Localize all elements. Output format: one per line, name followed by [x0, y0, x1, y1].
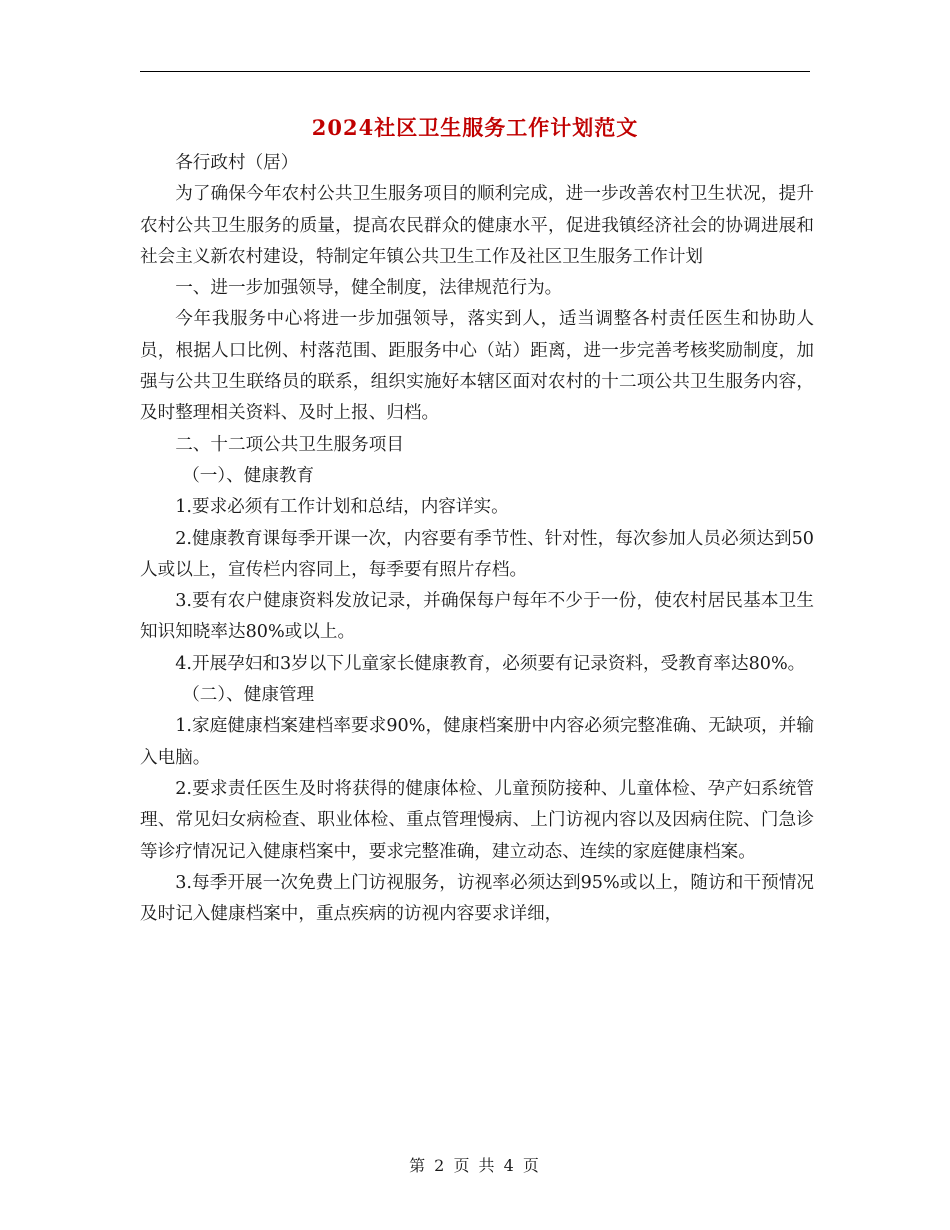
paragraph: 2.健康教育课每季开课一次，内容要有季节性、针对性，每次参加人员必须达到50人或以上，宣传栏内容同上，每季要有照片存档。 [140, 528, 814, 580]
document-body [140, 148, 814, 930]
paragraph: 1.要求必须有工作计划和总结，内容详实。 [175, 497, 509, 518]
paragraph: 一、进一步加强领导，健全制度，法律规范行为。 [175, 278, 563, 299]
paragraph: 2.要求责任医生及时将获得的健康体检、儿童预防接种、儿童体检、孕产妇系统管理、常见妇女病检查、职业体检、重点管理慢病、上门访视内容以及因病住院、门急诊等诊疗情况记入健康档案中，要求完整准确，建立动态、连续的家庭健康档案。 [140, 778, 814, 862]
page-number: 第 2 页 共 4 页 [409, 1156, 541, 1175]
paragraph: 各行政村（居） [175, 153, 299, 173]
paragraph: 1.家庭健康档案建档率要求90%，健康档案册中内容必须完整准确、无缺项，并输入电脑。 [140, 716, 814, 768]
paragraph: （一）、健康教育 [182, 465, 315, 486]
paragraph: 4.开展孕妇和3岁以下儿童家长健康教育，必须要有记录资料，受教育率达80%。 [175, 653, 806, 674]
paragraph: 为了确保今年农村公共卫生服务项目的顺利完成，进一步改善农村卫生状况，提升农村公共卫生服务的质量，提高农民群众的健康水平，促进我镇经济社会的协调进展和社会主义新农村建设，特制定年镇公共卫生工作及社区卫生服务工作计划 [140, 184, 814, 267]
paragraph: （二）、健康管理 [182, 685, 315, 706]
paragraph: 3.每季开展一次免费上门访视服务，访视率必须达到95%或以上，随访和干预情况及时记入健康档案中，重点疾病的访视内容要求详细， [140, 872, 814, 925]
header-rule [140, 71, 810, 72]
paragraph: 今年我服务中心将进一步加强领导，落实到人，适当调整各村责任医生和协助人员，根据人口比例、村落范围、距服务中心（站）距离，进一步完善考核奖励制度，加强与公共卫生联络员的联系，组织实施好本辖区面对农村的十二项公共卫生服务内容，及时整理相关资料、及时上报、归档。 [140, 309, 814, 424]
paragraph: 3.要有农户健康资料发放记录，并确保每户每年不少于一份，使农村居民基本卫生知识知晓率达80%或以上。 [140, 591, 814, 643]
document-title: 2024社区卫生服务工作计划范文 [311, 115, 639, 140]
paragraph: 二、十二项公共卫生服务项目 [175, 434, 404, 455]
